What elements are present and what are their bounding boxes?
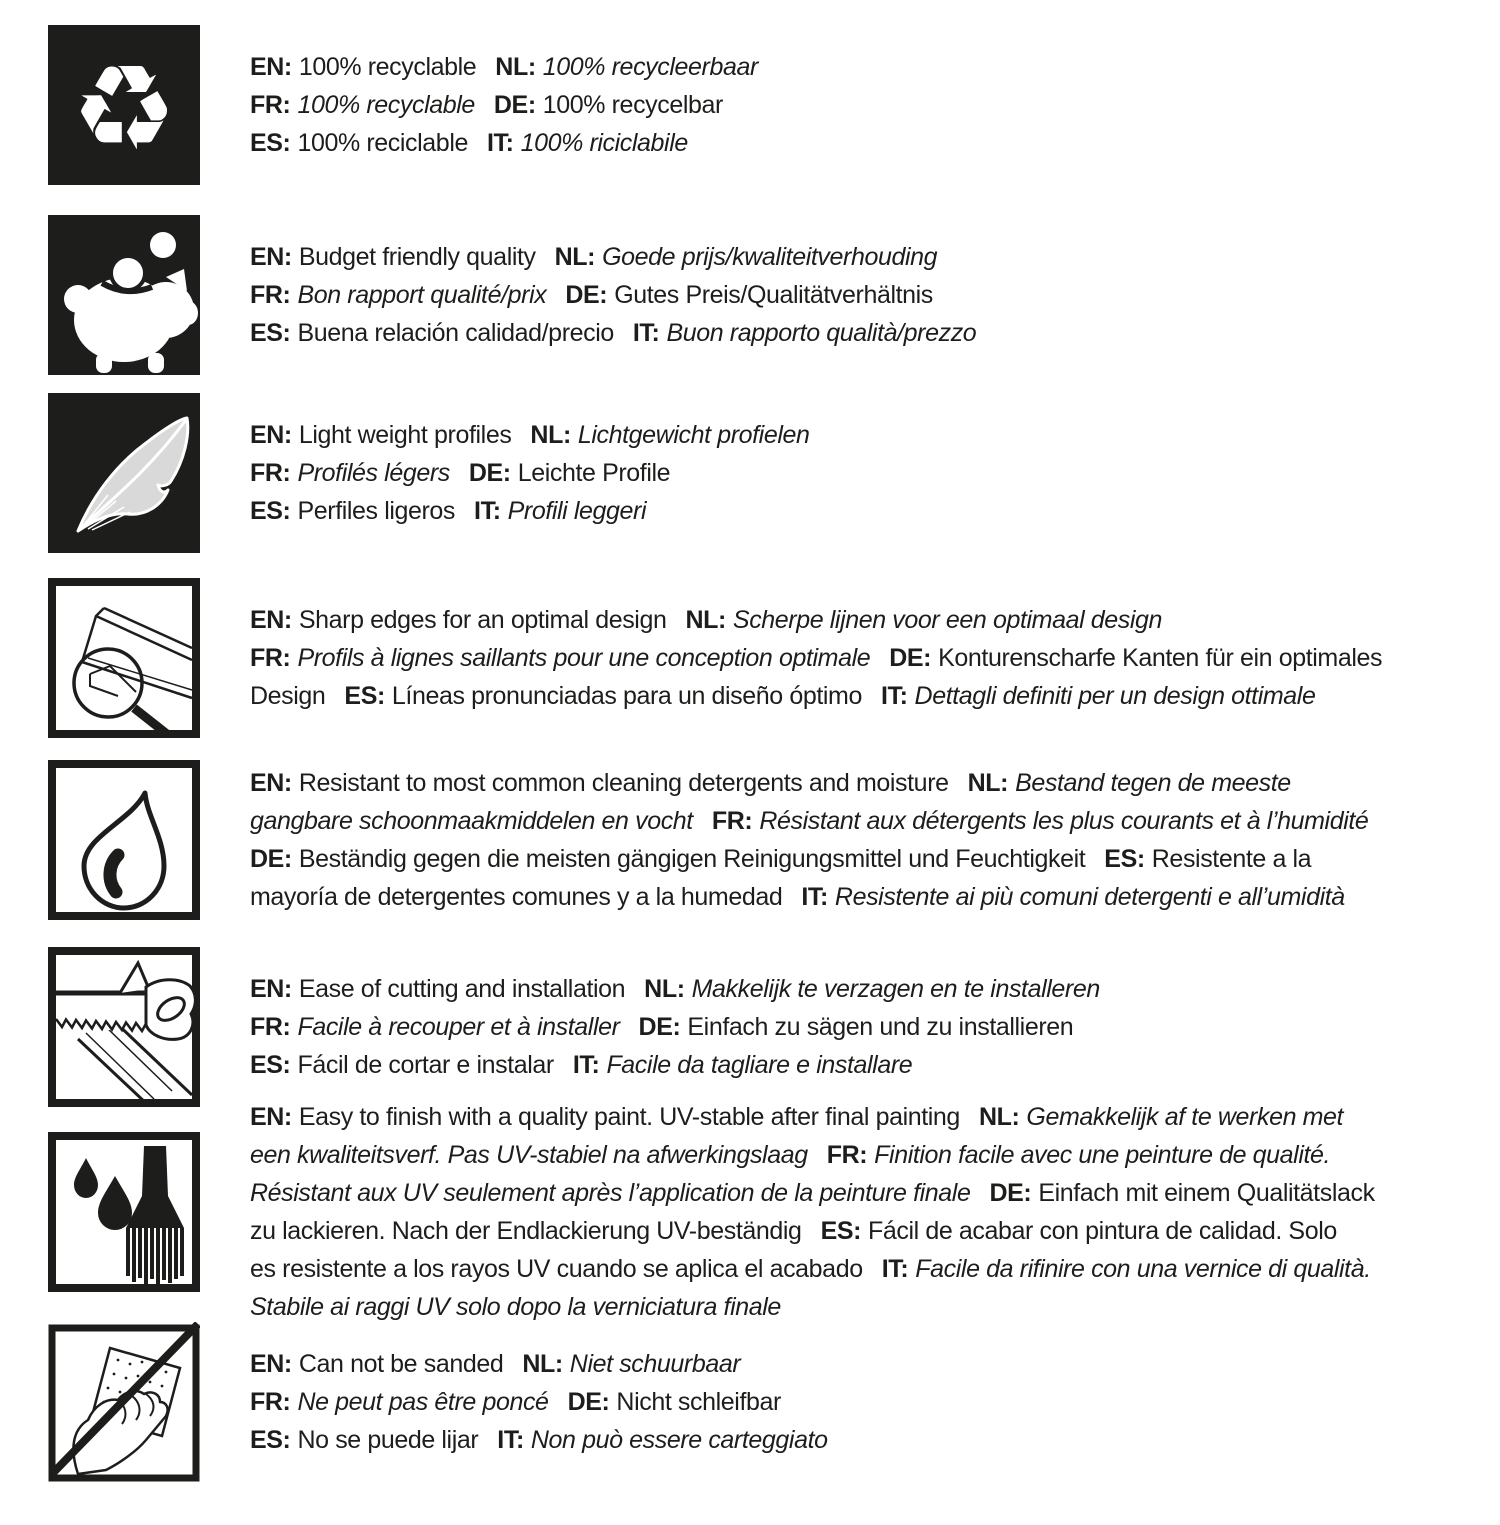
lang-text: Light weight profiles — [298, 421, 512, 449]
lang-text: Profilés légers — [297, 459, 450, 487]
lang-label: DE: — [989, 1179, 1032, 1207]
lang-text: Easy to finish with a quality paint. UV-stable after final painting — [298, 1103, 960, 1131]
lang-segment — [250, 769, 949, 797]
text-line — [250, 1421, 828, 1459]
lang-label: EN: — [250, 769, 292, 797]
lang-text: Résistant aux UV seulement après l’application de la peinture finale — [250, 1179, 971, 1207]
lang-segment — [968, 769, 1291, 797]
text-line — [250, 639, 1382, 677]
lang-label: IT: — [497, 1426, 524, 1454]
lang-label: DE: — [889, 644, 932, 672]
lang-label: NL: — [522, 1350, 563, 1378]
feature-text — [250, 601, 1382, 715]
lang-text: Goede prijs/kwaliteitverhouding — [602, 243, 938, 271]
lang-text: No se puede lijar — [297, 1426, 479, 1454]
lang-segment — [568, 1388, 781, 1416]
feature-text — [250, 1345, 828, 1459]
lang-label: FR: — [826, 1141, 868, 1169]
lang-segment — [250, 1255, 863, 1283]
text-line — [250, 454, 810, 492]
lang-text: Gemakkelijk af te werken met — [1026, 1103, 1344, 1131]
lang-label: IT: — [801, 883, 828, 911]
lang-label: EN: — [250, 53, 292, 81]
lang-text: Sharp edges for an optimal design — [298, 606, 667, 634]
text-line — [250, 1136, 1375, 1174]
lang-label: IT: — [881, 1255, 909, 1283]
lang-segment — [250, 421, 511, 449]
lang-label: ES: — [344, 682, 385, 710]
lang-label: NL: — [495, 53, 536, 81]
lang-text: Makkelijk te verzagen en te installeren — [691, 975, 1100, 1003]
lang-text: Fácil de cortar e instalar — [297, 1051, 554, 1079]
text-line — [250, 878, 1368, 916]
lang-segment — [250, 1179, 970, 1207]
lang-text: 100% recyclable — [297, 91, 475, 119]
lang-segment — [250, 1293, 781, 1321]
lang-segment — [469, 459, 670, 487]
lang-label: DE: — [468, 459, 511, 487]
lang-text: Fácil de acabar con pintura de calidad. Solo — [868, 1217, 1337, 1245]
no-sanding-icon — [48, 1322, 200, 1482]
text-line — [250, 601, 1382, 639]
lang-text: Gutes Preis/Qualitätverhältnis — [614, 281, 933, 309]
lang-label: ES: — [250, 1051, 291, 1079]
lang-label: FR: — [250, 1013, 291, 1041]
text-line — [250, 677, 1382, 715]
lang-text: Buena relación calidad/precio — [297, 319, 614, 347]
lang-text: Non può essere carteggiato — [530, 1426, 828, 1454]
lang-segment — [250, 606, 666, 634]
lang-segment — [881, 682, 1316, 710]
lang-label: DE: — [567, 1388, 610, 1416]
feature-text — [250, 1098, 1375, 1326]
lang-text: Facile à recouper et à installer — [297, 1013, 620, 1041]
lang-segment — [250, 1103, 960, 1131]
feature-row-budget-friendly — [48, 215, 1500, 375]
lang-segment — [250, 975, 625, 1003]
lang-label: ES: — [250, 497, 291, 525]
piggy-bank-icon — [48, 215, 200, 375]
feature-row-sharp-edges — [48, 578, 1500, 738]
text-line — [250, 314, 976, 352]
lang-text: Stabile ai raggi UV solo dopo la verniciatura finale — [250, 1293, 781, 1321]
text-line — [250, 1046, 1100, 1084]
lang-segment — [250, 682, 325, 710]
lang-segment — [250, 281, 546, 309]
feature-text — [250, 238, 976, 352]
lang-text: 100% recyclable — [298, 53, 477, 81]
lang-text: Resistente a la — [1151, 845, 1312, 873]
text-line — [250, 238, 976, 276]
lang-text: Design — [250, 682, 326, 710]
lang-label: DE: — [638, 1013, 681, 1041]
lang-text: Buon rapporto qualità/prezzo — [666, 319, 977, 347]
lang-label: EN: — [250, 1103, 292, 1131]
lang-text: Can not be sanded — [298, 1350, 504, 1378]
lang-segment — [250, 497, 455, 525]
feature-row-no-sanding — [48, 1322, 1500, 1482]
lang-segment — [712, 807, 1369, 835]
lang-segment — [495, 53, 758, 81]
lang-label: NL: — [685, 606, 726, 634]
water-drop-icon — [48, 760, 200, 920]
text-line — [250, 1212, 1375, 1250]
lang-label: IT: — [486, 129, 514, 157]
lang-segment — [474, 497, 646, 525]
lang-segment — [250, 1426, 478, 1454]
lang-label: ES: — [250, 319, 291, 347]
lang-segment — [494, 91, 723, 119]
text-line — [250, 48, 758, 86]
lang-text: Niet schuurbaar — [569, 1350, 741, 1378]
sharp-edges-magnifier-icon — [48, 578, 200, 738]
lang-text: Einfach mit einem Qualitätslack — [1038, 1179, 1375, 1207]
lang-label: IT: — [474, 497, 501, 525]
lang-segment — [1104, 845, 1311, 873]
lang-text: Profils à lignes saillants pour une conception optimale — [297, 644, 871, 672]
text-line — [250, 1383, 828, 1421]
feature-row-moisture-resistant — [48, 760, 1500, 920]
lang-segment — [633, 319, 976, 347]
lang-text: Bon rapport qualité/prix — [297, 281, 547, 309]
lang-text: es resistente a los rayos UV cuando se aplica el acabado — [250, 1255, 863, 1283]
feature-text — [250, 416, 810, 530]
lang-text: Nicht schleifbar — [616, 1388, 781, 1416]
text-line — [250, 802, 1368, 840]
lang-text: Ne peut pas être poncé — [297, 1388, 549, 1416]
lang-segment — [801, 883, 1344, 911]
lang-segment — [250, 459, 450, 487]
lang-segment — [821, 1217, 1337, 1245]
lang-text: Bestand tegen de meeste — [1015, 769, 1291, 797]
lang-label: FR: — [250, 459, 291, 487]
lang-label: NL: — [978, 1103, 1020, 1131]
lang-label: FR: — [250, 1388, 291, 1416]
lang-segment — [487, 129, 688, 157]
lang-segment — [573, 1051, 912, 1079]
lang-text: 100% reciclable — [297, 129, 468, 157]
feature-text — [250, 764, 1368, 916]
lang-segment — [827, 1141, 1330, 1169]
lang-label: ES: — [250, 1426, 291, 1454]
lang-label: EN: — [250, 975, 292, 1003]
feather-icon — [48, 393, 200, 553]
lang-segment — [250, 1388, 549, 1416]
feature-row-recyclable — [48, 25, 1500, 185]
text-line — [250, 970, 1100, 1008]
lang-label: FR: — [250, 91, 291, 119]
lang-text: Resistente ai più comuni detergenti e all’umidità — [834, 883, 1345, 911]
lang-text: 100% recycleerbaar — [542, 53, 758, 81]
lang-text: Beständig gegen die meisten gängigen Reinigungsmittel und Feuchtigkeit — [298, 845, 1086, 873]
lang-label: DE: — [493, 91, 536, 119]
text-line — [250, 1250, 1375, 1288]
text-line — [250, 124, 758, 162]
lang-label: ES: — [1104, 845, 1145, 873]
lang-label: FR: — [250, 281, 291, 309]
feature-row-paintable — [48, 1098, 1500, 1326]
lang-segment — [250, 53, 476, 81]
lang-segment — [555, 243, 937, 271]
lang-label: DE: — [250, 845, 292, 873]
lang-segment — [250, 243, 536, 271]
lang-label: NL: — [967, 769, 1009, 797]
lang-segment — [250, 1013, 620, 1041]
lang-segment — [250, 807, 693, 835]
lang-segment — [497, 1426, 827, 1454]
lang-segment — [250, 845, 1085, 873]
recycle-icon — [48, 25, 200, 185]
lang-label: IT: — [632, 319, 660, 347]
lang-text: mayoría de detergentes comunes y a la humedad — [250, 883, 783, 911]
lang-segment — [250, 129, 468, 157]
lang-text: Resistant to most common cleaning detergents and moisture — [298, 769, 949, 797]
lang-text: Budget friendly quality — [298, 243, 536, 271]
lang-text: Líneas pronunciadas para un diseño óptimo — [391, 682, 862, 710]
lang-label: NL: — [644, 975, 685, 1003]
lang-label: EN: — [250, 421, 292, 449]
lang-segment — [250, 1350, 503, 1378]
lang-segment — [250, 1141, 808, 1169]
lang-text: 100% recycelbar — [542, 91, 723, 119]
lang-segment — [989, 1179, 1374, 1207]
lang-label: ES: — [250, 129, 291, 157]
svg-text:♻: ♻ — [71, 39, 177, 177]
lang-label: FR: — [250, 644, 291, 672]
feature-text — [250, 48, 758, 162]
text-line — [250, 764, 1368, 802]
lang-text: Dettagli definiti per un design ottimale — [914, 682, 1316, 710]
product-features-sheet — [0, 25, 1500, 1482]
text-line — [250, 86, 758, 124]
lang-segment — [889, 644, 1382, 672]
lang-text: zu lackieren. Nach der Endlackierung UV-beständig — [250, 1217, 802, 1245]
lang-segment — [250, 644, 870, 672]
lang-text: een kwaliteitsverf. Pas UV-stabiel na afwerkingslaag — [250, 1141, 808, 1169]
text-line — [250, 840, 1368, 878]
lang-label: EN: — [250, 243, 292, 271]
lang-segment — [250, 1051, 554, 1079]
lang-text: 100% riciclabile — [520, 129, 688, 157]
lang-label: ES: — [820, 1217, 862, 1245]
feature-row-lightweight — [48, 393, 1500, 553]
text-line — [250, 492, 810, 530]
feature-row-easy-cutting — [48, 947, 1500, 1107]
text-line — [250, 1174, 1375, 1212]
saw-icon — [48, 947, 200, 1107]
lang-label: FR: — [711, 807, 753, 835]
lang-segment — [530, 421, 809, 449]
lang-text: Konturenscharfe Kanten für ein optimales — [938, 644, 1383, 672]
lang-text: Facile da rifinire con una vernice di qualità. — [915, 1255, 1371, 1283]
text-line — [250, 1008, 1100, 1046]
lang-label: EN: — [250, 606, 292, 634]
lang-segment — [250, 319, 614, 347]
lang-label: EN: — [250, 1350, 292, 1378]
lang-text: Leichte Profile — [517, 459, 671, 487]
lang-segment — [250, 883, 782, 911]
text-line — [250, 1098, 1375, 1136]
lang-label: IT: — [880, 682, 908, 710]
lang-text: Ease of cutting and installation — [298, 975, 626, 1003]
lang-text: gangbare schoonmaakmiddelen en vocht — [250, 807, 693, 835]
lang-text: Scherpe lijnen voor een optimaal design — [732, 606, 1163, 634]
lang-segment — [685, 606, 1162, 634]
text-line — [250, 1288, 1375, 1326]
lang-text: Résistant aux détergents les plus courants et à l’humidité — [759, 807, 1369, 835]
lang-label: NL: — [530, 421, 571, 449]
text-line — [250, 416, 810, 454]
lang-text: Profili leggeri — [507, 497, 647, 525]
lang-segment — [644, 975, 1100, 1003]
lang-text: Finition facile avec une peinture de qualité. — [874, 1141, 1331, 1169]
lang-segment — [979, 1103, 1343, 1131]
text-line — [250, 276, 976, 314]
lang-segment — [344, 682, 862, 710]
lang-text: Einfach zu sägen und zu installieren — [687, 1013, 1074, 1041]
lang-segment — [882, 1255, 1371, 1283]
lang-text: Perfiles ligeros — [297, 497, 456, 525]
lang-segment — [639, 1013, 1074, 1041]
text-line — [250, 1345, 828, 1383]
lang-text: Facile da tagliare e installare — [606, 1051, 913, 1079]
lang-segment — [250, 91, 475, 119]
lang-label: IT: — [572, 1051, 600, 1079]
lang-label: NL: — [554, 243, 596, 271]
feature-text — [250, 970, 1100, 1084]
lang-segment — [565, 281, 933, 309]
lang-text: Lichtgewicht profielen — [577, 421, 810, 449]
lang-label: DE: — [565, 281, 608, 309]
lang-segment — [522, 1350, 740, 1378]
paint-brush-icon — [48, 1132, 200, 1292]
lang-segment — [250, 1217, 802, 1245]
